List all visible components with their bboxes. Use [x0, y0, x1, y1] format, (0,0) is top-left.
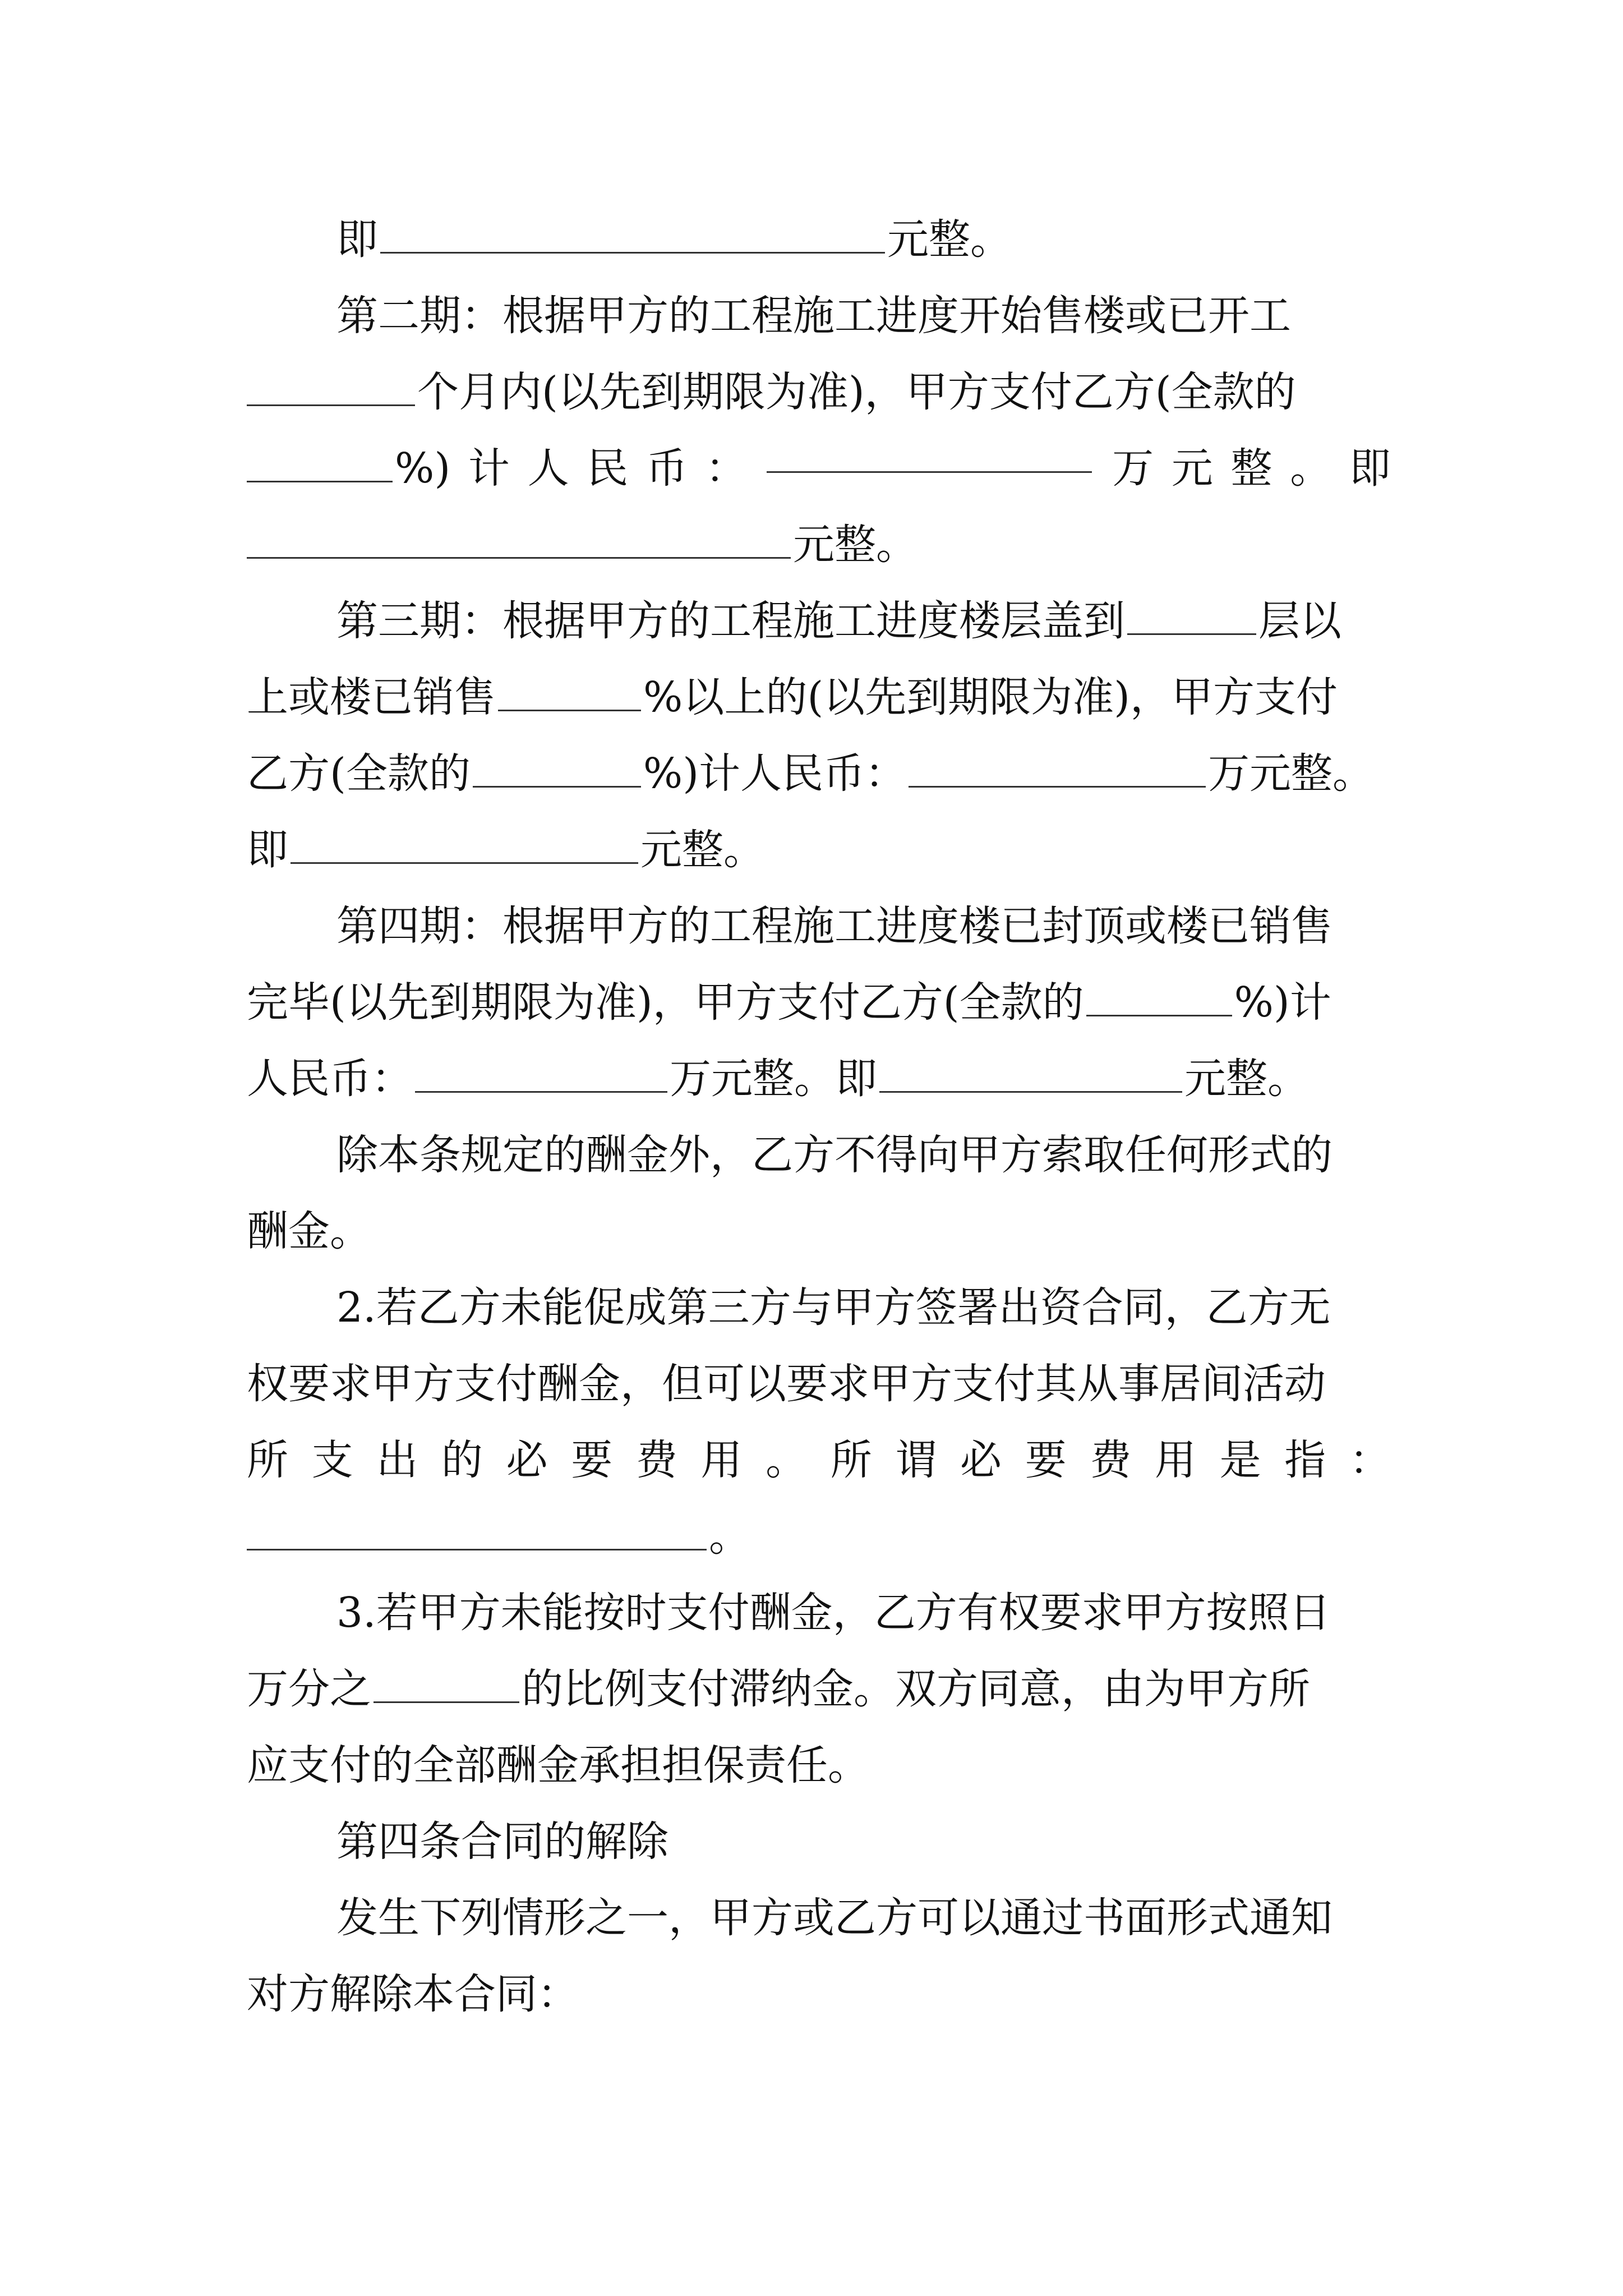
- blank-field: [1127, 600, 1256, 635]
- text: 层以: [1258, 597, 1341, 645]
- text: %以上的(以先到期限为准)，甲方支付: [643, 673, 1338, 721]
- text: 第四期：根据甲方的工程施工进度楼已封顶或楼已销售: [336, 902, 1332, 950]
- blank-field: [247, 371, 415, 406]
- text: 元整。: [887, 215, 1012, 264]
- text: 第三期：根据甲方的工程施工进度楼层盖到: [336, 597, 1125, 645]
- text: 即: [247, 826, 288, 874]
- text: 乙方(全款的: [247, 749, 471, 798]
- text: 指: [1284, 1436, 1326, 1484]
- remuneration-line-1: [336, 1124, 1391, 1186]
- termination-line-2: [247, 1963, 1391, 2025]
- phase3-line-4: [247, 819, 1391, 881]
- blank-field: [380, 218, 885, 254]
- text: 整: [1230, 444, 1272, 493]
- blank-field: [909, 752, 1206, 788]
- text: 第四条合同的解除: [336, 1818, 668, 1866]
- text: 除本条规定的酬金外，乙方不得向甲方索取任何形式的: [336, 1131, 1332, 1179]
- text: 上或楼已销售: [247, 673, 496, 721]
- text: 所: [830, 1436, 872, 1484]
- phase3-line-2: [247, 666, 1391, 728]
- text: 用: [700, 1436, 743, 1484]
- item2-line-2: [247, 1353, 1391, 1415]
- blank-field: [1086, 981, 1232, 1016]
- blank-field: [247, 523, 791, 559]
- blank-field: [498, 676, 641, 711]
- text: 万分之: [247, 1665, 371, 1713]
- blank-field: [291, 829, 638, 864]
- text: 即: [1349, 444, 1391, 493]
- phase2-line-2: [247, 361, 1391, 423]
- item3-line-2: [247, 1658, 1391, 1720]
- termination-line-1: [336, 1887, 1391, 1949]
- text: 谓: [895, 1436, 937, 1484]
- text: 民: [587, 444, 629, 493]
- article4-title: [336, 1811, 1391, 1872]
- text: 即: [336, 215, 378, 264]
- phase2-line-1: [336, 285, 1391, 347]
- text: 万元整。: [1208, 749, 1375, 798]
- text: 第二期：根据甲方的工程施工进度开始售楼或已开工: [336, 292, 1291, 340]
- text: 发生下列情形之一，甲方或乙方可以通过书面形式通知: [336, 1894, 1332, 1942]
- phase2-line-3: [247, 438, 1391, 499]
- text: 出: [376, 1436, 418, 1484]
- text-group: [247, 438, 450, 499]
- text: 完毕(以先到期限为准)，甲方支付乙方(全款的: [247, 978, 1084, 1027]
- blank-field: [247, 447, 393, 482]
- text: 费: [635, 1436, 677, 1484]
- text: 人: [527, 444, 569, 493]
- blank-field: [473, 752, 641, 788]
- blank-field: [767, 438, 1092, 473]
- phase4-line-1: [336, 895, 1391, 957]
- text: 的: [441, 1436, 483, 1484]
- text: ：: [705, 444, 747, 493]
- text: 万: [1112, 444, 1154, 493]
- phase3-line-3: [247, 743, 1391, 804]
- payment-line-1: [336, 209, 1391, 270]
- text: %)计人民币：: [643, 749, 907, 798]
- text: ：: [1349, 1436, 1391, 1484]
- text: 对方解除本合同：: [247, 1970, 579, 2018]
- text: 是: [1219, 1436, 1261, 1484]
- text: 要: [571, 1436, 613, 1484]
- text: 。: [1290, 444, 1332, 493]
- text: 所: [247, 1436, 288, 1484]
- text: 权要求甲方支付酬金，但可以要求甲方支付其从事居间活动: [247, 1360, 1326, 1408]
- text: %): [395, 444, 451, 493]
- text: 应支付的全部酬金承担担保责任。: [247, 1741, 869, 1789]
- item2-line-1: [336, 1277, 1391, 1338]
- text: 元: [1171, 444, 1213, 493]
- text: 元整。: [793, 521, 917, 569]
- text: 个月内(以先到期限为准)，甲方支付乙方(全款的: [417, 368, 1296, 416]
- text: 用: [1154, 1436, 1196, 1484]
- phase4-line-2: [247, 972, 1391, 1033]
- text: 人民币：: [247, 1055, 413, 1103]
- text: 元整。: [1184, 1055, 1309, 1103]
- text: 必: [506, 1436, 548, 1484]
- blank-field: [415, 1057, 667, 1093]
- blank-field: [879, 1057, 1182, 1093]
- text: 3.若甲方未能按时支付酬金，乙方有权要求甲方按照日: [336, 1589, 1331, 1637]
- text: 币: [646, 444, 688, 493]
- text: 计: [468, 444, 510, 493]
- text: 要: [1025, 1436, 1067, 1484]
- text: 。: [766, 1436, 808, 1484]
- text: 必: [960, 1436, 1002, 1484]
- item3-line-1: [336, 1582, 1391, 1644]
- item3-line-3: [247, 1734, 1391, 1796]
- text: 支: [311, 1436, 353, 1484]
- item2-line-4: [247, 1506, 1391, 1567]
- text: 。: [709, 1512, 750, 1561]
- text: %)计: [1234, 978, 1331, 1027]
- remuneration-line-2: [247, 1200, 1391, 1262]
- phase3-line-1: [336, 590, 1391, 652]
- text: 的比例支付滞纳金。双方同意，由为甲方所: [522, 1665, 1310, 1713]
- text: 费: [1090, 1436, 1132, 1484]
- phase4-line-3: [247, 1048, 1391, 1110]
- blank-field: [247, 1515, 707, 1550]
- text: 万元整。即: [670, 1055, 877, 1103]
- phase2-line-4: [247, 514, 1391, 576]
- text: 2.若乙方未能促成第三方与甲方签署出资合同，乙方无: [336, 1283, 1331, 1332]
- item2-line-3: [247, 1429, 1391, 1491]
- text: 酬金。: [247, 1207, 371, 1255]
- blank-field: [374, 1668, 519, 1703]
- text: 元整。: [640, 826, 765, 874]
